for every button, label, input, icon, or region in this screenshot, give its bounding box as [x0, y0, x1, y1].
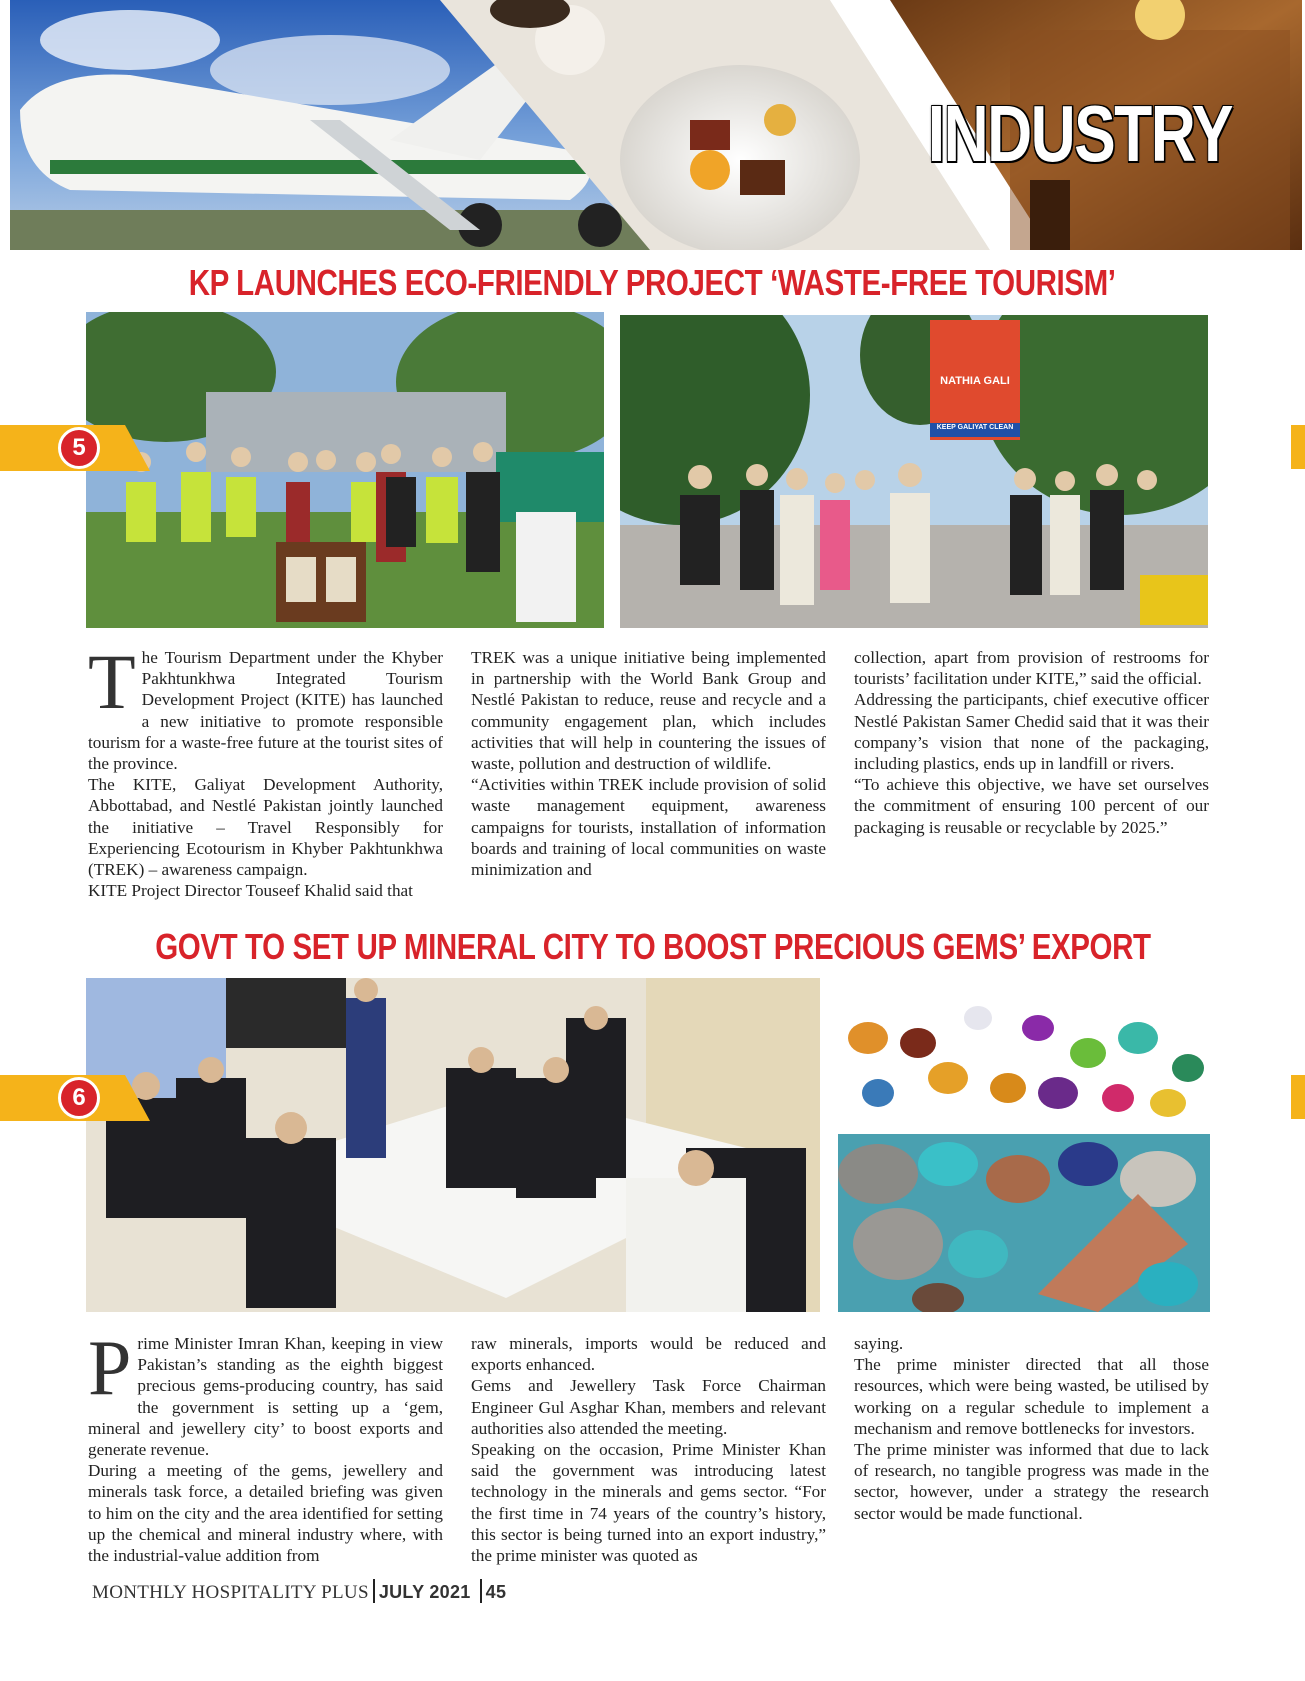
footer-divider [480, 1579, 482, 1603]
header-banner [10, 0, 1302, 250]
article2-column-3 [854, 1333, 1209, 1524]
article1-headline [0, 262, 1305, 304]
section-label: INDUSTRY [927, 89, 1232, 178]
article2-col3-paragraph-1: saying. [854, 1334, 904, 1353]
article2-number-badge: 6 [58, 1077, 100, 1119]
article1-col3-paragraph-1: collection, apart from provision of restrooms for tourists’ facilitation under KITE,” said the official. [854, 648, 1209, 689]
article2-headline [0, 926, 1305, 968]
article1-column-3 [854, 647, 1209, 838]
article1-photo-right [620, 315, 1208, 628]
issue-date: JULY 2021 [378, 1582, 471, 1602]
article1-col2-paragraph-1: TREK was a unique initiative being implemented in partnership with the World Bank Group and Nestlé Pakistan to reduce, reuse and recycle and a community engagement plan, which includes activities that will help in countering the issues of waste, pollution and destruction of wildlife. [471, 648, 826, 774]
article1-col1-paragraph-3: KITE Project Director Touseef Khalid said that [88, 881, 413, 901]
article2-photo-raw-minerals [838, 1134, 1210, 1312]
article2-col3-paragraph-3: The prime minister was informed that due to lack of research, no tangible progress was made in the sector, however, under a strategy the research sector would be made functional. [854, 1440, 1209, 1523]
right-edge-marker-2 [1291, 1075, 1305, 1119]
article1-col1-paragraph-1: he Tourism Department under the Khyber Pakhtunkhwa Integrated Tourism Development Project (KITE) has launched a new initiative to promote responsible tourism for a waste-free future at the tourist sites of the province. [88, 648, 443, 774]
article2-col1-paragraph-2: During a meeting of the gems, jewellery and minerals task force, a detailed briefing was given to him on the city and the area identified for setting up the chemical and mineral industry where, with the industrial-value addition from [88, 1461, 443, 1566]
article2-column-1 [88, 1324, 443, 1566]
keep-galiyat-clean-text: KEEP GALIYAT CLEAN [936, 424, 1014, 431]
article2-photo-gemstones [838, 978, 1210, 1118]
article1-col3-paragraph-3: “To achieve this objective, we have set ourselves the commitment of ensuring 100 percent of our packaging is reusable or recyclable by 2025.” [854, 775, 1209, 837]
article2-col1-paragraph-1: rime Minister Imran Khan, keeping in view Pakistan’s standing as the eighth biggest precious gems-producing country, has said the government is setting up a ‘gem, mineral and jewellery city’ to boost exports and generate revenue. [88, 1334, 443, 1460]
article1-col2-paragraph-2: “Activities within TREK include provision of solid waste management equipment, awareness campaigns for tourists, installation of information boards and training of local communities on waste minimization and [471, 775, 826, 880]
article1-number-tab [0, 425, 150, 471]
article1-column-1 [88, 638, 443, 901]
article1-headline-text: KP LAUNCHES ECO-FRIENDLY PROJECT ‘WASTE-FREE TOURISM’ [189, 262, 1116, 303]
article2-dropcap: P [88, 1324, 132, 1411]
article2-col2-paragraph-2: Gems and Jewellery Task Force Chairman Engineer Gul Asghar Khan, members and relevant authorities also attended the meeting. [471, 1376, 826, 1438]
article2-col3-paragraph-2: The prime minister directed that all those resources, which were being wasted, be utilised by working on a regular schedule to implement a mechanism and remove bottlenecks for investors. [854, 1355, 1209, 1438]
page-number: 45 [485, 1582, 507, 1602]
nathia-gali-sign-text: NATHIA GALI [940, 375, 1010, 387]
article2-column-2 [471, 1333, 826, 1566]
article1-photo-left [86, 312, 604, 628]
publication-name: MONTHLY HOSPITALITY PLUS [92, 1582, 369, 1603]
article2-headline-text: GOVT TO SET UP MINERAL CITY TO BOOST PRECIOUS GEMS’ EXPORT [154, 926, 1151, 967]
article1-number-badge: 5 [58, 427, 100, 469]
article2-col2-paragraph-3: Speaking on the occasion, Prime Minister Khan said the government was introducing latest technology in the minerals and gems sector. “For the first time in 74 years of the country’s history, this sector is being turned into an export industry,” the prime minister was quoted as [471, 1440, 826, 1566]
article1-column-2 [471, 647, 826, 880]
article1-col1-paragraph-2: The KITE, Galiyat Development Authority, Abbottabad, and Nestlé Pakistan jointly launched the initiative – Travel Responsibly for Experiencing Ecotourism in Khyber Pakhtunkhwa (TREK) – awareness campaign. [88, 775, 443, 880]
article1-col3-paragraph-2: Addressing the participants, chief executive officer Nestlé Pakistan Samer Chedid said that it was their company’s vision that none of the packaging, including plastics, ends up in landfill or rivers. [854, 690, 1209, 774]
right-edge-marker-1 [1291, 425, 1305, 469]
article2-col2-paragraph-1: raw minerals, imports would be reduced and exports enhanced. [471, 1334, 826, 1375]
article1-dropcap: T [88, 638, 136, 725]
page-footer [92, 1579, 506, 1604]
article2-number-tab [0, 1075, 150, 1121]
article2-photo-meeting [86, 978, 820, 1312]
footer-divider [373, 1579, 375, 1603]
